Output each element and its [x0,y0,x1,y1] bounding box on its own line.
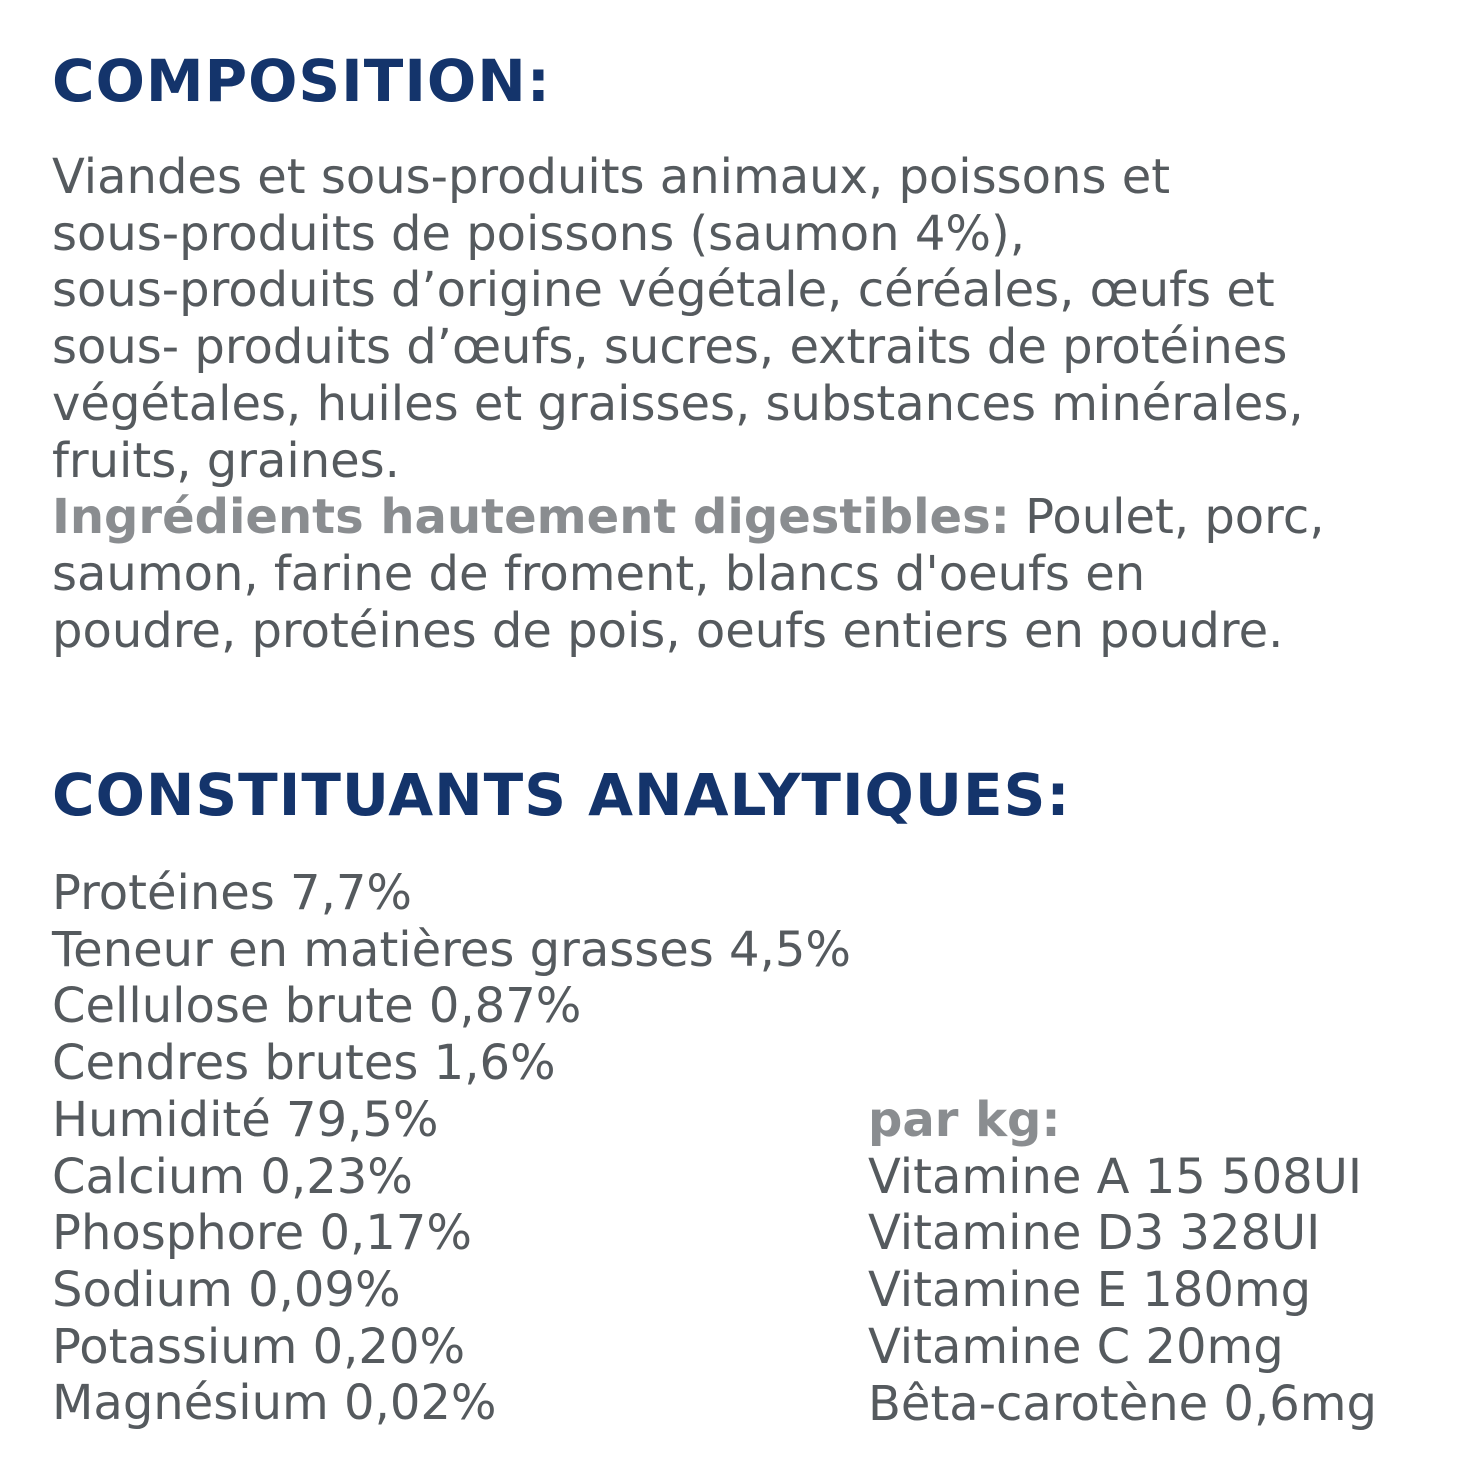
constituent-item: Teneur en matières grasses 4,5% [52,921,851,978]
constituent-item: Calcium 0,23% [52,1148,413,1205]
analytic-constituents-list [52,865,851,1432]
composition-heading: COMPOSITION: [52,47,551,115]
constituent-item: Protéines 7,7% [52,865,412,921]
per-kg-label: par kg: [868,1092,1061,1148]
constituent-item: Potassium 0,20% [52,1318,466,1375]
constituent-item: Humidité 79,5% [52,1091,439,1148]
constituent-item: Magnésium 0,02% [52,1375,497,1432]
composition-text [52,149,1452,659]
digestible-ingredients [52,489,1452,546]
vitamin-item: Vitamine A 15 508UI [868,1148,1362,1205]
constituent-item: Sodium 0,09% [52,1261,401,1318]
composition-line: sous-produits d’origine végétale, céréales, œufs et [52,262,1275,319]
vitamin-item: Bêta-carotène 0,6mg [868,1375,1377,1432]
digestible-ingredients-line: poudre, protéines de pois, oeufs entiers en poudre. [52,602,1284,659]
vitamins-per-kg-list [868,1092,1377,1432]
digestible-ingredients-label: Ingrédients hautement digestibles: [52,489,1010,546]
constituants-heading: CONSTITUANTS ANALYTIQUES: [52,761,1071,829]
digestible-ingredients-line: Poulet, porc, [1009,489,1325,546]
vitamin-item: Vitamine C 20mg [868,1318,1284,1375]
composition-line: végétales, huiles et graisses, substances minérales, [52,375,1304,432]
composition-line: Viandes et sous-produits animaux, poissons et [52,149,1171,205]
composition-line: fruits, graines. [52,432,400,489]
constituent-item: Cellulose brute 0,87% [52,978,582,1035]
constituent-item: Phosphore 0,17% [52,1205,472,1262]
vitamin-item: Vitamine E 180mg [868,1262,1312,1319]
constituent-item: Cendres brutes 1,6% [52,1035,556,1092]
vitamin-item: Vitamine D3 328UI [868,1205,1321,1262]
digestible-ingredients-line: saumon, farine de froment, blancs d'oeufs en [52,545,1146,602]
composition-line: sous-produits de poissons (saumon 4%), [52,205,1025,262]
composition-line: sous- produits d’œufs, sucres, extraits de protéines [52,319,1288,376]
